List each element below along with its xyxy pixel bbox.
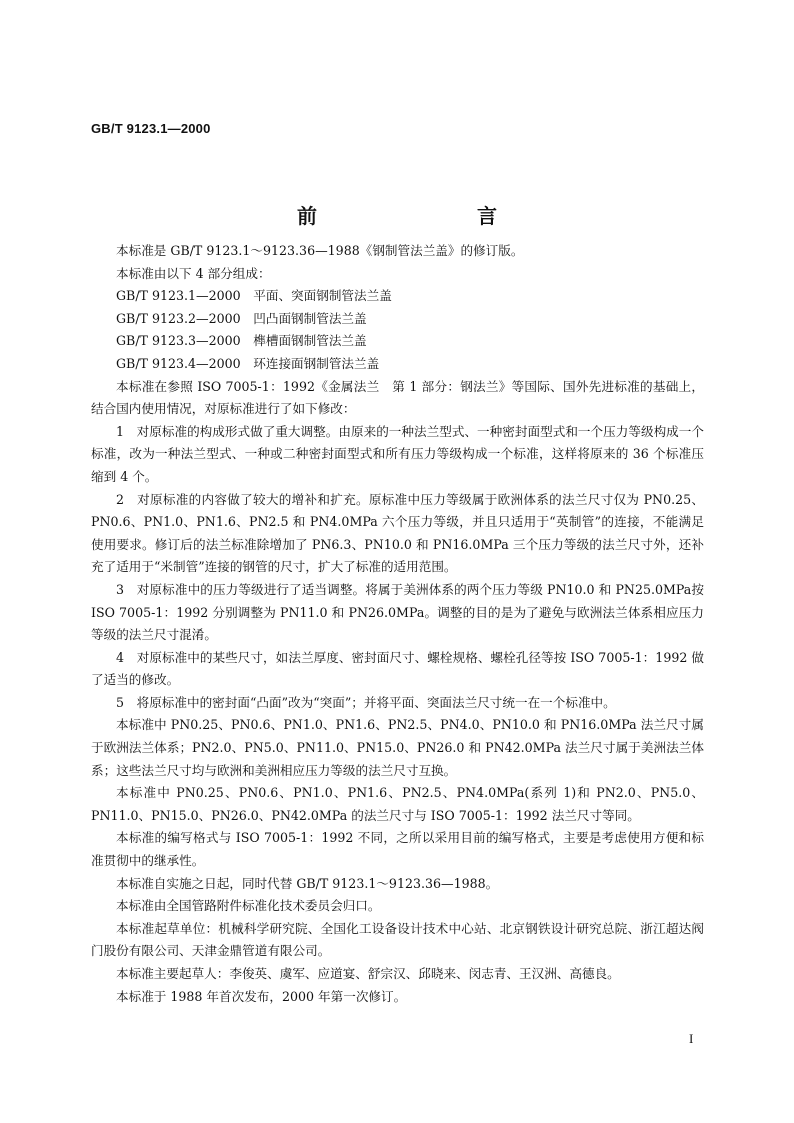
paragraph: 4 对原标准中的某些尺寸，如法兰厚度、密封面尺寸、螺栓规格、螺栓孔径等按 ISO 7005-1：1992 做了适当的修改。 [91,649,704,688]
paragraph: 2 对原标准的内容做了较大的增补和扩充。原标准中压力等级属于欧洲体系的法兰尺寸仅为 PN0.25、PN0.6、PN1.0、PN1.6、PN2.5 和 PN4.0MPa 六个压力等级，并且只适用于“英制管”的连接，不能满足使用要求。修订后的法兰标准除增加了 PN6.3、PN10.0 和 PN16.0MPa 三个压力等级的法兰尺寸外，还补充了适用于“米制管”连接的钢管的尺寸，扩大了标准的适用范围。 [91,491,704,575]
paragraph: 本标准在参照 ISO 7005-1：1992《金属法兰 第 1 部分：钢法兰》等国际、国外先进标准的基础上，结合国内使用情况，对原标准进行了如下修改： [91,378,704,417]
page-title: 前 言 [297,204,537,228]
foreword-body [91,240,704,1008]
paragraph: 1 对原标准的构成形式做了重大调整。由原来的一种法兰型式、一种密封面型式和一个压力等级构成一个标准，改为一种法兰型式、一种或二种密封面型式和所有压力等级构成一个标准，这样将原来的 36 个标准压缩到 4 个。 [91,423,704,484]
paragraph: GB/T 9123.1—2000 平面、突面钢制管法兰盖 [116,288,392,304]
paragraph: 本标准由以下 4 部分组成： [116,265,271,281]
paragraph: GB/T 9123.2—2000 凹凸面钢制管法兰盖 [116,310,367,326]
paragraph: 本标准主要起草人：李俊英、虞军、应道宴、舒宗汉、邱晓来、闵志青、王汉洲、高德良。 [116,966,620,981]
paragraph: 本标准的编写格式与 ISO 7005-1：1992 不同，之所以采用目前的编写格式，主要是考虑使用方便和标准贯彻中的继承性。 [91,830,704,869]
paragraph: 5 将原标准中的密封面“凸面”改为“突面”；并将平面、突面法兰尺寸统一在一个标准中。 [116,694,616,710]
paragraph: 本标准于 1988 年首次发布，2000 年第一次修订。 [116,988,407,1004]
paragraph: GB/T 9123.4—2000 环连接面钢制管法兰盖 [116,355,380,371]
paragraph: 本标准是 GB/T 9123.1～9123.36—1988《钢制管法兰盖》的修订版。 [116,243,524,258]
paragraph: 本标准中 PN0.25、PN0.6、PN1.0、PN1.6、PN2.5、PN4.0、PN10.0 和 PN16.0MPa 法兰尺寸属于欧洲法兰体系；PN2.0、PN5.0、PN11.0、PN15.0、PN26.0 和 PN42.0MPa 法兰尺寸属于美洲法兰体系；这些法兰尺寸均与欧洲和美洲相应压力等级的法兰尺寸互换。 [91,717,704,778]
paragraph: 本标准中 PN0.25、PN0.6、PN1.0、PN1.6、PN2.5、PN4.0MPa(系列 1)和 PN2.0、PN5.0、PN11.0、PN15.0、PN26.0、PN42.0MPa 的法兰尺寸与 ISO 7005-1：1992 法兰尺寸等同。 [91,785,704,823]
paragraph: 本标准起草单位：机械科学研究院、全国化工设备设计技术中心站、北京钢铁设计研究总院、浙江超达阀门股份有限公司、天津金鼎管道有限公司。 [91,920,704,959]
paragraph: GB/T 9123.3—2000 榫槽面钢制管法兰盖 [116,333,367,349]
standard-code: GB/T 9123.1—2000 [91,121,211,136]
paragraph: 本标准自实施之日起，同时代替 GB/T 9123.1～9123.36—1988。 [116,875,499,891]
page-number: I [689,1031,694,1046]
paragraph: 本标准由全国管路附件标准化技术委员会归口。 [116,898,381,914]
paragraph: 3 对原标准中的压力等级进行了适当调整。将属于美洲体系的两个压力等级 PN10.0 和 PN25.0MPa按 ISO 7005-1：1992 分别调整为 PN11.0 和 PN26.0MPa。调整的目的是为了避免与欧洲法兰体系相应压力等级的法兰尺寸混淆。 [91,581,704,643]
